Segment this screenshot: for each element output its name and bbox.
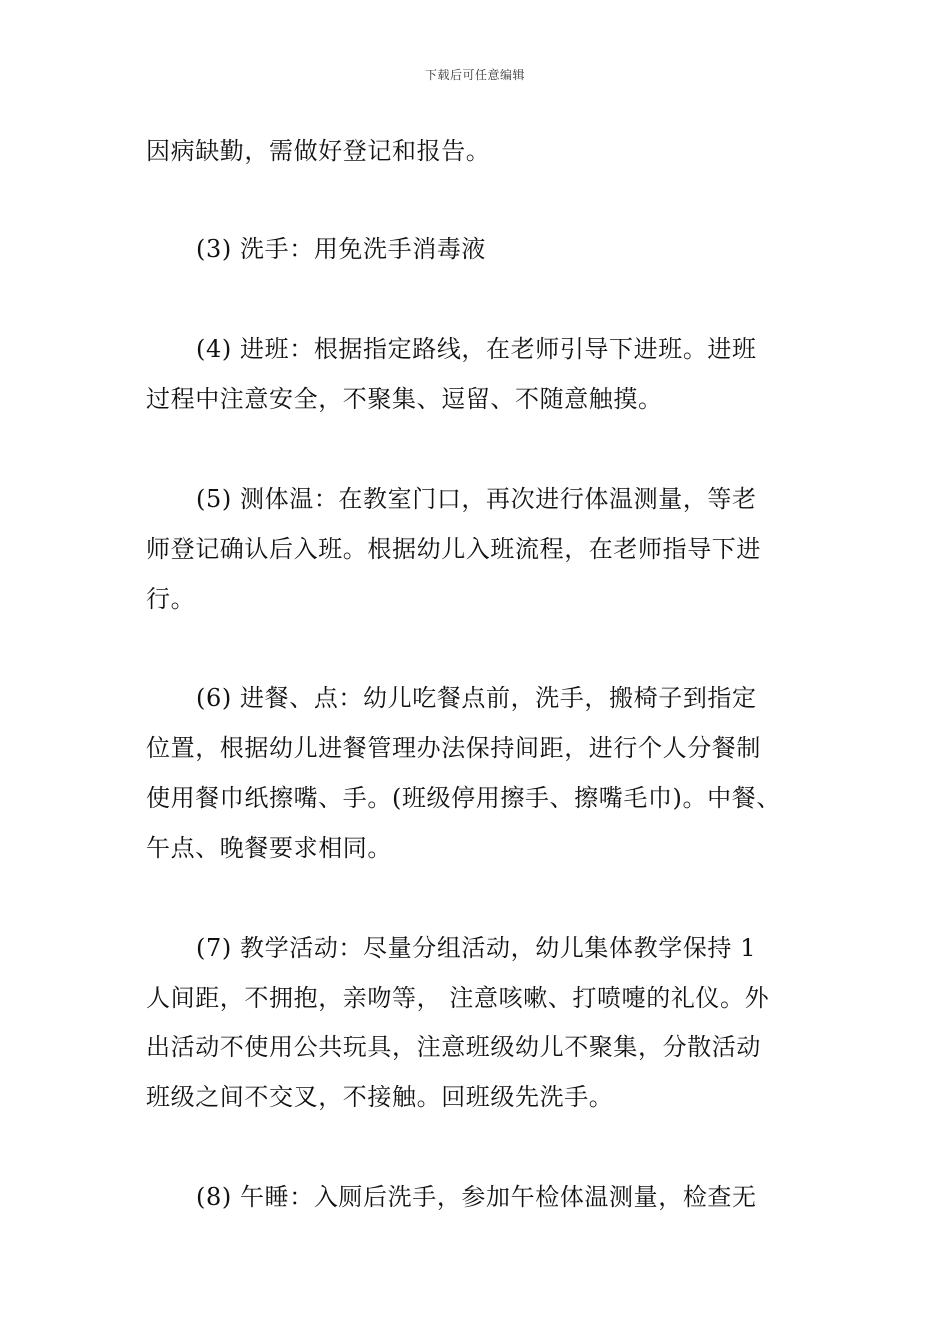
text-line: (8) 午睡：入厕后洗手，参加午检体温测量，检查无 <box>196 1183 757 1211</box>
text-line: 班级之间不交叉，不接触。回班级先洗手。 <box>146 1083 614 1111</box>
text-line: (5) 测体温：在教室门口，再次进行体温测量，等老 <box>196 485 757 513</box>
text-line: 出活动不使用公共玩具，注意班级幼儿不聚集，分散活动 <box>146 1033 761 1061</box>
text-line: (6) 进餐、点：幼儿吃餐点前，洗手，搬椅子到指定 <box>196 684 757 712</box>
text-line: 师登记确认后入班。根据幼儿入班流程，在老师指导下进 <box>146 535 761 563</box>
text-line: 行。 <box>146 585 196 613</box>
text-line: 使用餐巾纸擦嘴、手。(班级停用擦手、擦嘴毛巾)。中餐、 <box>146 784 781 812</box>
text-line: 位置，根据幼儿进餐管理办法保持间距，进行个人分餐制 <box>146 734 761 762</box>
header-note: 下载后可任意编辑 <box>424 68 525 82</box>
text-line: 过程中注意安全，不聚集、逗留、不随意触摸。 <box>146 385 663 413</box>
text-line: 人间距，不拥抱，亲吻等， 注意咳嗽、打喷嚏的礼仪。外 <box>146 984 770 1012</box>
text-line: (7) 教学活动：尽量分组活动，幼儿集体教学保持 1 <box>196 934 757 962</box>
text-line: (4) 进班：根据指定路线，在老师引导下进班。进班 <box>196 335 757 363</box>
paragraph-3-title: (3) 洗手：用免洗手消毒液 <box>196 235 487 263</box>
text-line: 因病缺勤，需做好登记和报告。 <box>146 137 491 165</box>
text-line: 午点、晚餐要求相同。 <box>146 834 392 862</box>
